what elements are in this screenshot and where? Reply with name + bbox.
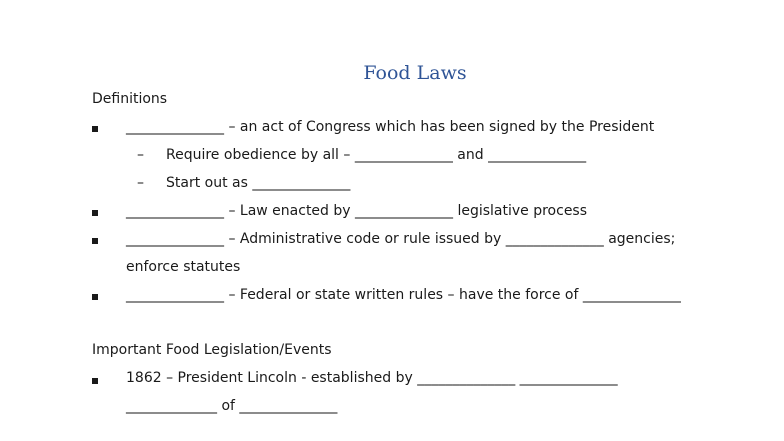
sub-bullet-marker: – [137, 175, 144, 191]
bullet-marker [92, 378, 98, 384]
legislation-heading: Important Food Legislation/Events [92, 342, 332, 358]
bullet-marker [92, 126, 98, 132]
bullet-marker [92, 210, 98, 216]
definition-item: ______________ – an act of Congress which has been signed by the President [126, 119, 655, 135]
definition-item-continuation: enforce statutes [126, 259, 241, 275]
legislation-item-continuation: _____________ of ______________ [126, 398, 338, 414]
page-title: Food Laws [363, 62, 467, 84]
legislation-item: 1862 – President Lincoln - established by ______________ ______________ [126, 370, 618, 386]
definition-item: ______________ – Administrative code or rule issued by ______________ agencies; [126, 231, 676, 247]
definition-item: ______________ – Federal or state written rules – have the force of ______________ [126, 287, 681, 303]
sub-bullet-marker: – [137, 147, 144, 163]
definition-item: ______________ – Law enacted by ______________ legislative process [126, 203, 588, 219]
definition-sub-item: Start out as ______________ [166, 175, 351, 191]
definition-sub-item: Require obedience by all – ______________ and ______________ [166, 147, 587, 163]
bullet-marker [92, 238, 98, 244]
definitions-heading: Definitions [92, 91, 168, 107]
bullet-marker [92, 294, 98, 300]
